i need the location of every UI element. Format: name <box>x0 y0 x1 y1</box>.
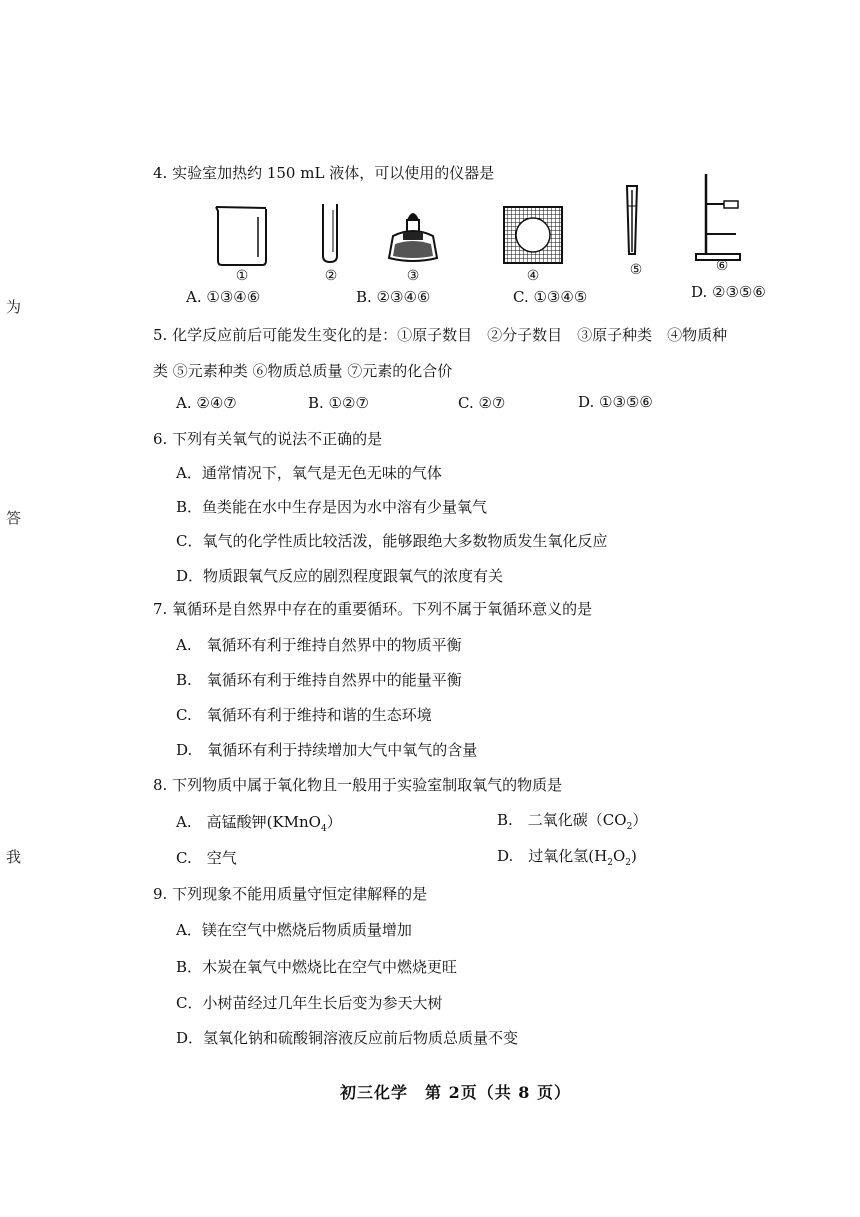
question-7-option-d: D. 氧循环有利于持续增加大气中氧气的含量 <box>176 741 478 759</box>
page-footer: 初三化学 第 2页（共 8 页） <box>340 1083 571 1102</box>
question-6-option-d: D．物质跟氧气反应的剧烈程度跟氧气的浓度有关 <box>176 567 504 585</box>
asbestos-gauze-icon <box>503 206 563 264</box>
question-4-option-a: A. ①③④⑥ <box>186 288 261 306</box>
question-8-option-c: C. 空气 <box>176 849 237 867</box>
question-4-option-c: C. ①③④⑤ <box>513 288 588 306</box>
question-8-option-b: B. 二氧化碳$(CO_2)$ <box>497 811 648 832</box>
question-7-stem: 7. 氧循环是自然界中存在的重要循环。下列不属于氧循环意义的是 <box>153 600 593 618</box>
test-tube-icon <box>320 204 340 264</box>
apparatus-label-6: ⑥ <box>715 258 729 274</box>
margin-char-2: 答 <box>6 509 22 527</box>
question-5-stem-line-2: 类 ⑤元素种类 ⑥物质总质量 ⑦元素的化合价 <box>153 362 453 380</box>
question-8-option-a: A. 高锰酸钾(KMnO$_4$） <box>176 813 342 834</box>
question-9-option-a: A．镁在空气中燃烧后物质质量增加 <box>176 921 412 939</box>
question-7-option-b: B. 氧循环有利于维持自然界中的能量平衡 <box>176 671 462 689</box>
apparatus-label-4: ④ <box>526 268 540 284</box>
question-7-option-a: A. 氧循环有利于维持自然界中的物质平衡 <box>176 636 462 654</box>
question-9-option-d: D．氢氧化钠和硫酸铜溶液反应前后物质总质量不变 <box>176 1029 519 1047</box>
beaker-icon <box>214 205 270 267</box>
margin-char-1: 为 <box>6 298 22 316</box>
question-9-option-c: C．小树苗经过几年生长后变为参天大树 <box>176 994 443 1012</box>
apparatus-label-2: ② <box>324 268 338 284</box>
question-5-option-b: B. ①②⑦ <box>308 394 369 412</box>
apparatus-label-3: ③ <box>406 268 420 284</box>
question-8-stem: 8. 下列物质中属于氧化物且一般用于实验室制取氧气的物质是 <box>153 776 563 794</box>
question-5-stem-line-1: 5. 化学反应前后可能发生变化的是：①原子数目 ②分子数目 ③原子种类 ④物质种 <box>153 326 728 344</box>
question-8-option-d: D. 过氧化氢$(H_2O_2)$ <box>497 847 637 868</box>
question-4-stem: 4. 实验室加热约 150 mL 液体，可以使用的仪器是 <box>153 164 495 182</box>
question-6-option-c: C．氧气的化学性质比较活泼，能够跟绝大多数物质发生氧化反应 <box>176 532 608 550</box>
apparatus-label-1: ① <box>235 268 249 284</box>
apparatus-label-5: ⑤ <box>629 262 643 278</box>
alcohol-lamp-icon <box>385 206 441 264</box>
iron-stand-icon <box>690 174 750 262</box>
question-4-option-d: D. ②③⑤⑥ <box>691 283 766 301</box>
question-5-option-a: A. ②④⑦ <box>176 394 237 412</box>
question-7-option-c: C. 氧循环有利于维持和谐的生态环境 <box>176 706 432 724</box>
question-9-option-b: B．木炭在氧气中燃烧比在空气中燃烧更旺 <box>176 958 458 976</box>
question-4-option-b: B. ②③④⑥ <box>356 288 431 306</box>
test-tube-holder-icon <box>624 186 640 256</box>
question-9-stem: 9. 下列现象不能用质量守恒定律解释的是 <box>153 885 428 903</box>
margin-char-3: 我 <box>6 848 22 866</box>
question-5-option-c: C. ②⑦ <box>458 394 506 412</box>
question-6-option-b: B．鱼类能在水中生存是因为水中溶有少量氧气 <box>176 498 488 516</box>
question-6-stem: 6. 下列有关氧气的说法不正确的是 <box>153 430 383 448</box>
question-5-option-d: D. ①③⑤⑥ <box>578 393 653 411</box>
question-6-option-a: A．通常情况下，氧气是无色无味的气体 <box>176 464 442 482</box>
